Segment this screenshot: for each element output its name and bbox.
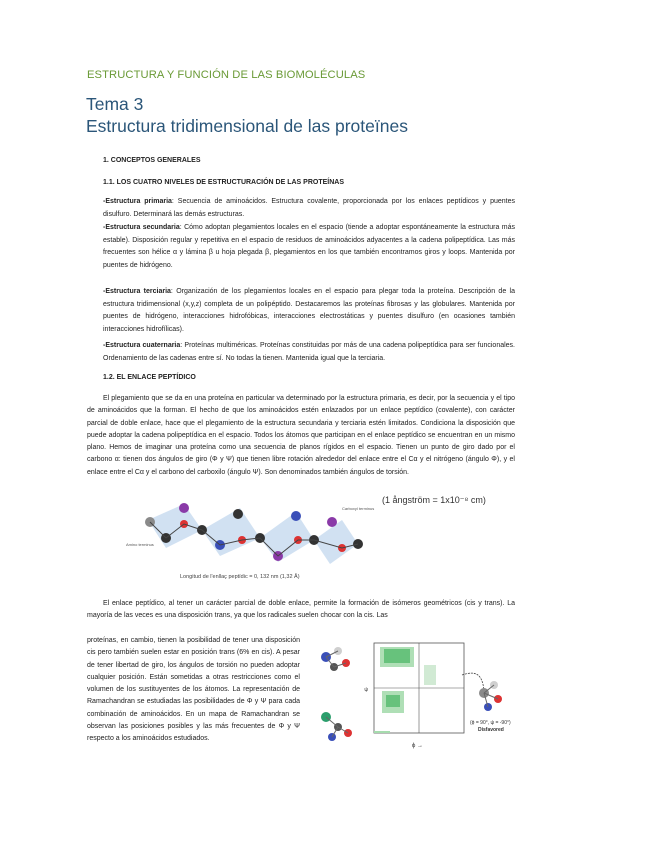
term-primary: -Estructura primaria: [103, 198, 172, 205]
topic-name: Estructura tridimensional de las proteïnes: [86, 116, 408, 136]
topic-number: Tema 3: [86, 94, 144, 114]
phi-axis-label: ϕ →: [412, 743, 424, 749]
angstrom-note: (1 ångström = 1x10⁻⁸ cm): [382, 495, 486, 505]
section-heading-1-2: 1.2. EL ENLACE PEPTÍDICO: [103, 374, 196, 381]
section-heading-1: 1. CONCEPTOS GENERALES: [103, 157, 201, 164]
paragraph-tertiary: [103, 286, 515, 336]
page-title: [86, 93, 408, 137]
section-heading-1-1: 1.1. LOS CUATRO NIVELES DE ESTRUCTURACIÓN DE LAS PROTEÍNAS: [103, 179, 345, 186]
ramachandran-figure: [312, 635, 517, 750]
paragraph-primary: [103, 196, 515, 221]
text-tertiary: : Organización de los plegamientos locales en el espacio para plegar toda la proteína. Descripción de la estructura tridimensional (x,y,z) completa de un polipéptido. Destacaremos las proteínas fibrosas y las globulares. Mantenida por puentes de hidrógeno, interacciones hidrofóbicas, interacciones electrostáticas y puentes disulfuro (en ocasiones también interacciones hidrofílicas).: [103, 288, 515, 333]
term-tertiary: -Estructura terciaria: [103, 288, 171, 295]
amino-terminus-label: Amino terminus: [126, 542, 154, 547]
text-secondary: : Cómo adoptan plegamientos locales en el espacio (tiende a adoptar espontáneamente la estructura más estable). Disposición regular y repetitiva en el espacio de residuos de aminoácidos adyacentes a la cadena polipeptídica. Las más frecuentes son hélice α y lámina β u hoja plegada β, plegamientos en los que también encontramos giros y loops. Mantenida por puentes de hidrógeno.: [103, 224, 515, 269]
bond-length-caption: Longitud de l'enllaç peptídic = 0, 132 nm (1,32 Å): [180, 574, 300, 580]
text-primary: : Secuencia de aminoácidos. Estructura covalente, proporcionada por los enlaces peptídicos y puentes disulfuro. Determinará las demás estructuras.: [103, 198, 515, 218]
carboxyl-terminus-label: Carboxyl terminus: [342, 506, 375, 511]
paragraph-planarity: El enlace peptídico, al tener un carácter parcial de doble enlace, permite la formación de isómeros geométricos (cis y trans). La mayoría de las veces es una disposición trans, ya que los radicales suelen chocar con la cis. Las: [87, 600, 515, 620]
angle-annotation: (ϕ = 90°, ψ = -90°): [470, 720, 511, 726]
psi-axis-label: ψ: [364, 687, 368, 693]
paragraph-secondary: [103, 222, 515, 272]
disfavored-label: Disfavored: [478, 727, 504, 733]
term-quaternary: -Estructura cuaternaria: [103, 342, 181, 349]
term-secondary: -Estructura secundaria: [103, 224, 180, 231]
paragraph-quaternary: [103, 340, 515, 365]
peptide-plane-figure: [120, 490, 375, 582]
text-quaternary: : Proteínas multiméricas. Proteínas constituidas por más de una cadena polipeptídica para ser funcionales. Ordenamiento de las cadenas entre sí. No todas la tienen. Mantenida igual que la terciaria.: [103, 342, 516, 362]
course-header: ESTRUCTURA Y FUNCIÓN DE LAS BIOMOLÉCULAS: [87, 69, 366, 81]
paragraph-peptide-bond: El plegamiento que se da en una proteína en particular va determinado por la estructura primaria, es decir, por la secuencia y el tipo de aminoácidos que la forman. El hecho de que los aminoácidos estén enlazados por un enlace peptídico (covalente), con carácter parcial de doble enlace, hace que el plegamiento de la estructura secundaria y terciaria estén limitados. Condiciona la disposición que puede adoptar la cadena polipeptídica en el espacio. Todos los átomos que participan en el enlace peptídico se encuentran en un mismo plano. Hemos de imaginar una proteína como una secuencia de planos rígidos en el espacio. Tienen un punto de giro dado por el carbono α: tienen dos ángulos de giro (Φ y Ψ) que tienen libre rotación alrededor del enlace entre el Cα y el nitrógeno (ángulo Φ), y el enlace entre el Cα y el carbono del carboxilo (ángulo Ψ). Son denominados también ángulos de torsión.: [87, 395, 515, 476]
paragraph-ramachandran: proteínas, en cambio, tienen la posibilidad de tener una disposición cis pero también suelen estar en posición trans (6% en cis). A pesar de tener libertad de giro, los ángulos de torsión no pueden adoptar cualquier posición. Están sometidas a otras restricciones como el volumen de los sustituyentes de los átomos. La representación de Ramachandran se estudiadas las posibilidades de Φ y Ψ para cada combinación de aminoácidos. En un mapa de Ramachandran se observan las posiciones posibles y las más frecuentes de Φ y Ψ respecto a los aminoácidos estudiados.: [87, 637, 300, 743]
